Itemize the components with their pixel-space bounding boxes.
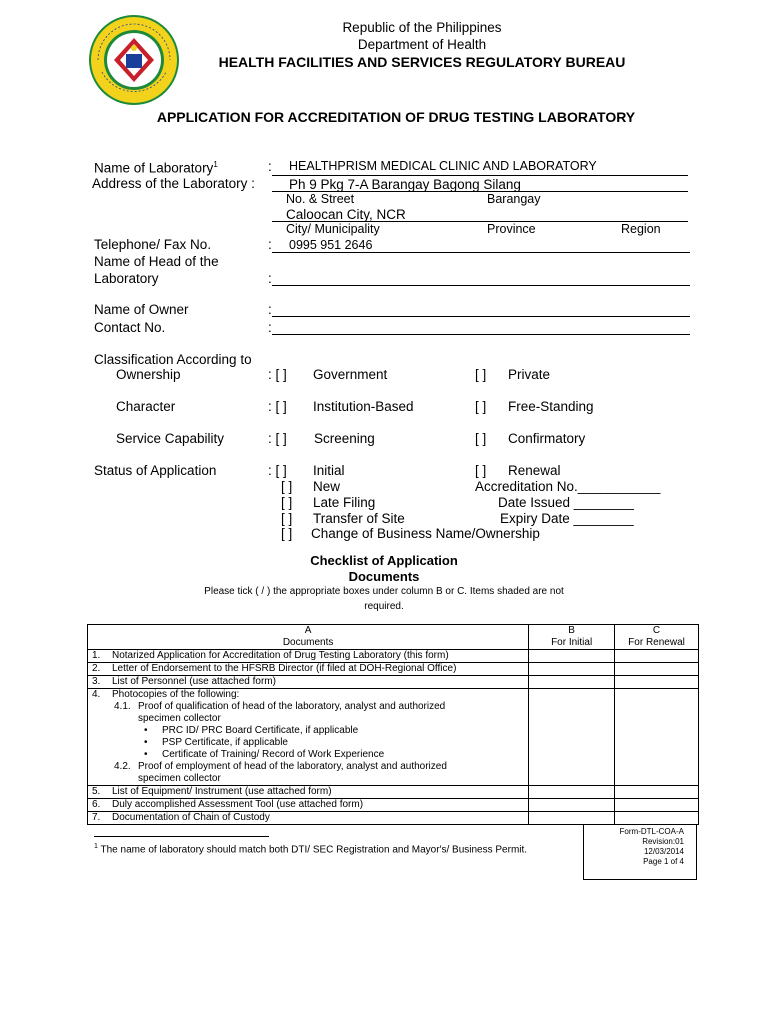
checkbox-transfer-of-site[interactable]: [ ] (281, 511, 293, 526)
option-transfer-of-site: Transfer of Site (313, 511, 405, 526)
checkbox-screening[interactable]: : [ ] (268, 431, 287, 446)
checkbox-free-standing[interactable]: [ ] (475, 399, 487, 414)
document-cell: 7. Documentation of Chain of Custody (88, 812, 529, 825)
column-a-header: A Documents (88, 625, 529, 650)
checkbox-new[interactable]: [ ] (281, 479, 293, 494)
option-new: New (313, 479, 341, 494)
table-row (88, 786, 699, 799)
renewal-checkbox-cell[interactable] (615, 689, 699, 786)
telephone-label: Telephone/ Fax No. (94, 237, 212, 252)
option-government: Government (313, 367, 388, 382)
option-screening: Screening (314, 431, 375, 446)
column-c-header: C For Renewal (615, 625, 699, 650)
table-row (88, 799, 699, 812)
classification-heading: Classification According to (94, 352, 252, 367)
checklist-title-1: Checklist of Application (310, 553, 458, 568)
status-label: Status of Application (94, 463, 217, 478)
checklist-note-1: Please tick ( / ) the appropriate boxes under column B or C. Items shaded are not (204, 586, 564, 597)
name-colon: : (268, 159, 272, 174)
renewal-checkbox-cell[interactable] (615, 663, 699, 676)
form-revision: Revision:01 (642, 837, 684, 846)
table-row (88, 689, 699, 786)
table-row (88, 663, 699, 676)
checkbox-institution-based[interactable]: : [ ] (268, 399, 287, 414)
document-cell: 3. List of Personnel (use attached form) (88, 676, 529, 689)
checklist-title-2: Documents (348, 569, 420, 584)
service-capability-label: Service Capability (116, 431, 225, 446)
renewal-checkbox-cell[interactable] (615, 650, 699, 663)
renewal-checkbox-cell[interactable] (615, 812, 699, 825)
contact-field[interactable] (272, 334, 690, 335)
footnote-divider (94, 836, 269, 837)
telephone-value[interactable]: 0995 951 2646 (289, 238, 373, 252)
option-initial: Initial (313, 463, 345, 478)
page-number: Page 1 of 4 (643, 857, 684, 866)
checkbox-renewal[interactable]: [ ] (475, 463, 487, 478)
checkbox-initial[interactable]: : [ ] (268, 463, 287, 478)
renewal-checkbox-cell[interactable] (615, 676, 699, 689)
initial-checkbox-cell[interactable] (529, 650, 615, 663)
character-label: Character (116, 399, 176, 414)
checkbox-private[interactable]: [ ] (475, 367, 487, 382)
initial-checkbox-cell[interactable] (529, 689, 615, 786)
footnote: $^1$ The name of laboratory should match both DTI/ SEC Registration and Mayor's/ Business Permit. (94, 843, 528, 856)
table-row (88, 650, 699, 663)
head-colon: : (268, 271, 272, 286)
option-private: Private (508, 367, 551, 382)
document-cell: 1. Notarized Application for Accreditation of Drug Testing Laboratory (this form) (88, 650, 529, 663)
option-renewal: Renewal (508, 463, 561, 478)
contact-colon: : (268, 320, 272, 335)
owner-colon: : (268, 302, 272, 317)
option-institution-based: Institution-Based (313, 399, 414, 414)
contact-label: Contact No. (94, 320, 166, 335)
initial-checkbox-cell[interactable] (529, 786, 615, 799)
form-info-box (583, 824, 697, 880)
header-department: Department of Health (357, 37, 487, 52)
expiry-date-field[interactable]: Expiry Date ________ (500, 511, 634, 526)
owner-field[interactable] (272, 316, 690, 317)
initial-checkbox-cell[interactable] (529, 812, 615, 825)
name-of-laboratory-value[interactable]: HEALTHPRISM MEDICAL CLINIC AND LABORATORY (289, 159, 597, 173)
checklist-table (87, 624, 699, 825)
form-code: Form-DTL-COA-A (619, 827, 684, 836)
province-sublabel: Province (487, 222, 536, 236)
head-of-laboratory-field[interactable] (272, 285, 690, 286)
form-date: 12/03/2014 (643, 847, 684, 856)
address-label: Address of the Laboratory : (92, 176, 255, 191)
header-republic: Republic of the Philippines (342, 20, 502, 35)
table-row (88, 676, 699, 689)
checkbox-late-filing[interactable]: [ ] (281, 495, 293, 510)
document-cell: 5. List of Equipment/ Instrument (use attached form) (88, 786, 529, 799)
renewal-checkbox-cell[interactable] (615, 786, 699, 799)
street-sublabel: No. & Street (286, 192, 355, 206)
header-bureau: HEALTH FACILITIES AND SERVICES REGULATORY BUREAU (218, 54, 626, 70)
option-change-of-name: Change of Business Name/Ownership (311, 526, 540, 541)
barangay-sublabel: Barangay (487, 192, 541, 206)
checkbox-government[interactable]: : [ ] (268, 367, 287, 382)
initial-checkbox-cell[interactable] (529, 799, 615, 812)
accreditation-no-field[interactable]: Accreditation No.___________ (475, 479, 661, 494)
page-title: APPLICATION FOR ACCREDITATION OF DRUG TESTING LABORATORY (156, 109, 636, 125)
table-header-row (88, 625, 699, 650)
document-cell: 4. Photocopies of the following: 4.1. Proof of qualification of head of the laboratory, analyst and authorized specimen collector • PRC ID/ PRC Board Certificate, if applicable • PSP Certificate, if applicable • Certificate of Training/ Record of Work Experience 4.2. Proof of employment of head of the laboratory, analyst and authorized specimen collector (88, 689, 529, 786)
ownership-label: Ownership (116, 367, 181, 382)
city-sublabel: City/ Municipality (286, 222, 380, 236)
checkbox-change-of-name[interactable]: [ ] (281, 526, 293, 541)
initial-checkbox-cell[interactable] (529, 663, 615, 676)
owner-label: Name of Owner (94, 302, 189, 317)
region-sublabel: Region (621, 222, 661, 236)
checklist-note-2: required. (364, 601, 404, 612)
name-of-laboratory-label: Name of Laboratory$^1$ (94, 160, 218, 176)
head-label-line2: Laboratory (94, 271, 159, 286)
telephone-colon: : (268, 237, 272, 252)
address-line1-value[interactable]: Ph 9 Pkg 7-A Barangay Bagong Silang (289, 177, 521, 192)
date-issued-field[interactable]: Date Issued ________ (498, 495, 634, 510)
option-confirmatory: Confirmatory (508, 431, 586, 446)
document-cell: 2. Letter of Endorsement to the HFSRB Director (if filed at DOH-Regional Office) (88, 663, 529, 676)
address-line2-value[interactable]: Caloocan City, NCR (286, 207, 406, 222)
option-late-filing: Late Filing (313, 495, 376, 510)
option-free-standing: Free-Standing (508, 399, 594, 414)
column-b-header: B For Initial (529, 625, 615, 650)
checkbox-confirmatory[interactable]: [ ] (475, 431, 487, 446)
table-row (88, 812, 699, 825)
document-cell: 6. Duly accomplished Assessment Tool (use attached form) (88, 799, 529, 812)
renewal-checkbox-cell[interactable] (615, 799, 699, 812)
head-label-line1: Name of Head of the (94, 254, 219, 269)
initial-checkbox-cell[interactable] (529, 676, 615, 689)
